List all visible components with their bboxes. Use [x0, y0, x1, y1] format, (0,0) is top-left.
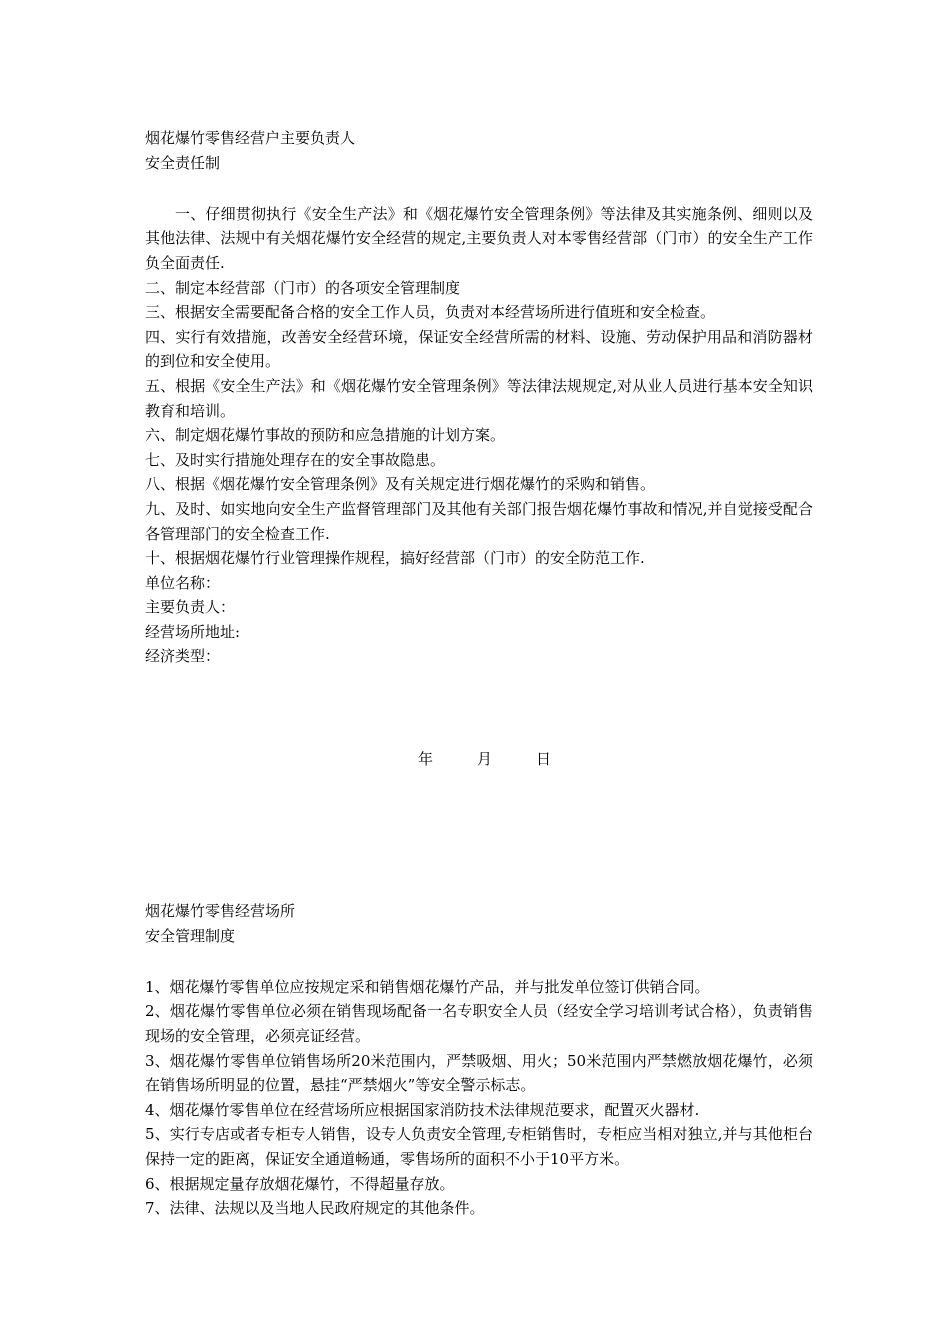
clause-item: 九、及时、如实地向安全生产监督管理部门及其他有关部门报告烟花爆竹事故和情况,并自觉接受配合各管理部门的安全检查工作.	[145, 499, 813, 543]
clause-item: 二、制定本经营部（门市）的各项安全管理制度	[145, 278, 461, 297]
signature-date	[0, 723, 950, 795]
clause-item: 三、根据安全需要配备合格的安全工作人员，负责对本经营场所进行值班和安全检查。	[145, 303, 716, 322]
clause-item: 七、及时实行措施处理存在的安全事故隐患。	[145, 450, 446, 469]
clause-item: 一、仔细贯彻执行《安全生产法》和《烟花爆竹安全管理条例》等法律及其实施条例、细则以及其他法律、法规中有关烟花爆竹安全经营的规定,主要负责人对本零售经营部（门市）的安全生产工作负全面责任.	[145, 204, 813, 272]
field-economic-type: 经济类型：	[145, 647, 221, 666]
rule-item: 3、烟花爆竹零售单位销售场所20米范围内，严禁吸烟、用火；50米范围内严禁燃放烟花爆竹，必须在销售场所明显的位置，悬挂“严禁烟火”等安全警示标志。	[145, 1051, 813, 1095]
rule-item: 1、烟花爆竹零售单位应按规定采和销售烟花爆竹产品，并与批发单位签订供销合同。	[145, 977, 710, 996]
rule-item: 4、烟花爆竹零售单位在经营场所应根据国家消防技术法律规范要求，配置灭火器材.	[145, 1100, 700, 1119]
management-system-doc	[145, 899, 813, 1221]
responsibility-doc	[145, 126, 813, 669]
doc-title-line1: 烟花爆竹零售经营场所	[145, 902, 296, 920]
clause-item: 四、实行有效措施，改善安全经营环境，保证安全经营所需的材料、设施、劳动保护用品和消防器材的到位和安全使用。	[145, 327, 813, 371]
rule-item: 7、法律、法规以及当地人民政府规定的其他条件。	[145, 1199, 485, 1218]
rule-item: 6、根据规定量存放烟花爆竹，不得超量存放。	[145, 1174, 455, 1193]
clause-item: 六、制定烟花爆竹事故的预防和应急措施的计划方案。	[145, 426, 506, 445]
field-address: 经营场所地址:	[145, 622, 241, 641]
clause-item: 八、根据《烟花爆竹安全管理条例》及有关规定进行烟花爆竹的采购和销售。	[145, 475, 656, 494]
field-principal: 主要负责人：	[145, 598, 236, 617]
clause-item: 五、根据《安全生产法》和《烟花爆竹安全管理条例》等法律法规规定,对从业人员进行基本安全知识教育和培训。	[145, 376, 813, 420]
spacer	[145, 175, 813, 200]
rule-item: 5、实行专店或者专柜专人销售，设专人负责安全管理,专柜销售时，专柜应当相对独立,并与其他柜台保持一定的距离，保证安全通道畅通，零售场所的面积不小于10平方米。	[145, 1125, 813, 1168]
rule-item: 2、烟花爆竹零售单位必须在销售现场配备一名专职安全人员（经安全学习培训考试合格），负责销售现场的安全管理，必须亮证经营。	[145, 1002, 813, 1045]
field-unit-name: 单位名称：	[145, 573, 221, 592]
doc-title-line2: 安全责任制	[145, 153, 221, 172]
clause-item: 十、根据烟花爆竹行业管理操作规程，搞好经营部（门市）的安全防范工作.	[145, 549, 645, 568]
doc-title-line2: 安全管理制度	[145, 926, 236, 945]
doc-title-line1: 烟花爆竹零售经营户主要负责人	[145, 129, 356, 147]
date-month: 月	[477, 750, 493, 768]
spacer	[145, 948, 813, 973]
date-year: 年	[418, 750, 434, 768]
date-day: 日	[536, 750, 552, 768]
